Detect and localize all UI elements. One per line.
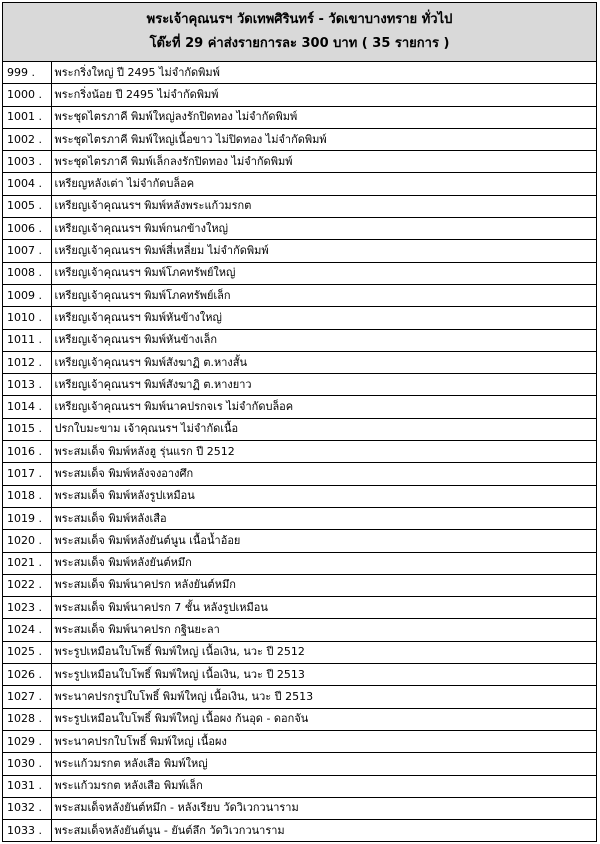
table-row <box>3 597 596 619</box>
item-description: พระสมเด็จ พิมพ์หลังจงอางศึก <box>51 463 596 485</box>
item-number: 1011 . <box>3 329 51 351</box>
item-number: 1010 . <box>3 307 51 329</box>
item-description: พระสมเด็จหลังยันต์นูน - ยันต์ลึก วัดวิเวกวนาราม <box>54 823 285 837</box>
table-row <box>3 218 596 240</box>
item-description: เหรียญเจ้าคุณนรฯ พิมพ์หลังพระแก้วมรกต <box>51 195 596 217</box>
item-description: เหรียญเจ้าคุณนรฯ พิมพ์โภคทรัพย์เล็ก <box>51 284 596 306</box>
item-number: 1014 . <box>3 396 51 418</box>
item-number: 1023 . <box>3 597 51 619</box>
item-number: 1026 . <box>3 664 51 686</box>
item-number: 1013 . <box>3 374 51 396</box>
item-number: 1017 . <box>3 463 51 485</box>
table-row <box>3 507 596 529</box>
item-description: พระชุดไตรภาคี พิมพ์ใหญ่ลงรักปิดทอง ไม่จำกัดพิมพ์ <box>51 106 596 128</box>
item-description: พระรูปเหมือนใบโพธิ์ พิมพ์ใหญ่ เนื้อเงิน, นวะ ปี 2512 <box>51 641 596 663</box>
table-row <box>3 329 596 351</box>
table-row <box>3 441 596 463</box>
item-description: พระกริ่งใหญ่ ปี 2495 ไม่จำกัดพิมพ์ <box>51 62 596 84</box>
item-number: 1008 . <box>3 262 51 284</box>
item-description: พระกริ่งน้อย ปี 2495 ไม่จำกัดพิมพ์ <box>51 84 596 106</box>
table-row <box>3 374 596 396</box>
item-description: เหรียญเจ้าคุณนรฯ พิมพ์กนกข้างใหญ่ <box>51 218 596 240</box>
item-description: พระแก้วมรกต หลังเสือ พิมพ์เล็ก <box>51 775 596 797</box>
table-row <box>3 708 596 730</box>
page-subtitle: โต๊ะที่ 29 ค่าส่งรายการละ 300 บาท ( 35 รายการ ) <box>149 36 450 51</box>
item-description: เหรียญเจ้าคุณนรฯ พิมพ์โภคทรัพย์ใหญ่ <box>51 262 596 284</box>
item-number: 1020 . <box>3 530 51 552</box>
item-description: เหรียญหลังเต่า ไม่จำกัดบล็อค <box>51 173 596 195</box>
table-row <box>3 574 596 596</box>
table-row <box>3 530 596 552</box>
table-row <box>3 307 596 329</box>
table-row <box>3 552 596 574</box>
item-description: พระแก้วมรกต หลังเสือ พิมพ์ใหญ่ <box>51 753 596 775</box>
item-description: พระชุดไตรภาคี พิมพ์เล็กลงรักปิดทอง ไม่จำกัดพิมพ์ <box>51 151 596 173</box>
page-title: พระเจ้าคุณนรฯ วัดเทพศิรินทร์ - วัดเขาบางทราย ทั่วไป <box>146 12 453 27</box>
item-number: 1030 . <box>3 753 51 775</box>
item-number: 1024 . <box>3 619 51 641</box>
table-row <box>3 485 596 507</box>
table-row <box>3 351 596 373</box>
table-row <box>3 106 596 128</box>
auction-list-document <box>2 2 597 842</box>
item-description: เหรียญเจ้าคุณนรฯ พิมพ์หันข้างใหญ่ <box>51 307 596 329</box>
item-number: 1022 . <box>3 574 51 596</box>
table-row <box>3 240 596 262</box>
item-number: 1027 . <box>3 686 51 708</box>
item-description: เหรียญเจ้าคุณนรฯ พิมพ์สังฆาฏิ ต.หางยาว <box>51 374 596 396</box>
table-row <box>3 418 596 440</box>
table-row <box>3 463 596 485</box>
item-number: 1006 . <box>3 218 51 240</box>
table-row <box>3 396 596 418</box>
item-number: 1007 . <box>3 240 51 262</box>
table-row <box>3 753 596 775</box>
table-row <box>3 128 596 150</box>
item-description: พระสมเด็จหลังยันต์หมึก - หลังเรียบ วัดวิเวกวนาราม <box>51 797 596 819</box>
item-description: เหรียญเจ้าคุณนรฯ พิมพ์สี่เหลี่ยม ไม่จำกัดพิมพ์ <box>51 240 596 262</box>
table-row <box>3 686 596 708</box>
item-description: พระรูปเหมือนใบโพธิ์ พิมพ์ใหญ่ เนื้อเงิน, นวะ ปี 2513 <box>51 664 596 686</box>
item-number: 1021 . <box>3 552 51 574</box>
table-row <box>3 730 596 752</box>
item-description: พระสมเด็จ พิมพ์หลังเสือ <box>51 507 596 529</box>
item-number: 1015 . <box>3 418 51 440</box>
item-description: พระสมเด็จ พิมพ์หลังยันต์นูน เนื้อน้ำอ้อย <box>51 530 596 552</box>
item-number: 1004 . <box>3 173 51 195</box>
item-number: 1005 . <box>3 195 51 217</box>
table-row <box>3 641 596 663</box>
table-row <box>3 619 596 641</box>
item-number: 1019 . <box>3 507 51 529</box>
item-number: 1009 . <box>3 284 51 306</box>
table-row <box>3 62 596 84</box>
item-number: 1002 . <box>3 128 51 150</box>
item-description: พระรูปเหมือนใบโพธิ์ พิมพ์ใหญ่ เนื้อผง ก้นอุด - ดอกจัน <box>51 708 596 730</box>
item-number: 1025 . <box>3 641 51 663</box>
item-number: 1003 . <box>3 151 51 173</box>
table-row <box>3 173 596 195</box>
item-number: 999 . <box>3 62 51 84</box>
item-description: เหรียญเจ้าคุณนรฯ พิมพ์หันข้างเล็ก <box>51 329 596 351</box>
item-number: 1031 . <box>3 775 51 797</box>
table-row <box>3 775 596 797</box>
item-number: 1016 . <box>3 441 51 463</box>
item-number: 1018 . <box>3 485 51 507</box>
items-table <box>3 62 596 841</box>
item-description: พระสมเด็จ พิมพ์นาคปรก หลังยันต์หมึก <box>51 574 596 596</box>
item-description: พระสมเด็จ พิมพ์นาคปรก กฐินยะลา <box>51 619 596 641</box>
table-row <box>3 262 596 284</box>
item-number: 1028 . <box>3 708 51 730</box>
item-number: 1012 . <box>3 351 51 373</box>
table-row <box>3 151 596 173</box>
item-description: พระนาคปรกใบโพธิ์ พิมพ์ใหญ่ เนื้อผง <box>51 730 596 752</box>
item-description: พระสมเด็จ พิมพ์หลังยันต์หมึก <box>51 552 596 574</box>
table-row <box>3 820 596 842</box>
item-number: 1029 . <box>3 730 51 752</box>
item-number: 1033 . <box>3 820 51 842</box>
table-row <box>3 84 596 106</box>
list-header <box>3 3 596 62</box>
item-number: 1032 . <box>3 797 51 819</box>
item-description: พระสมเด็จ พิมพ์นาคปรก 7 ชั้น หลังรูปเหมือน <box>51 597 596 619</box>
table-row <box>3 664 596 686</box>
item-description: เหรียญเจ้าคุณนรฯ พิมพ์นาคปรกจเร ไม่จำกัดบล็อค <box>51 396 596 418</box>
item-number: 1001 . <box>3 106 51 128</box>
item-description: พระสมเด็จ พิมพ์หลังฮู รุ่นแรก ปี 2512 <box>51 441 596 463</box>
table-row <box>3 797 596 819</box>
item-description: พระชุดไตรภาคี พิมพ์ใหญ่เนื้อขาว ไม่ปิดทอง ไม่จำกัดพิมพ์ <box>51 128 596 150</box>
item-description: พระนาคปรกรูปใบโพธิ์ พิมพ์ใหญ่ เนื้อเงิน, นวะ ปี 2513 <box>51 686 596 708</box>
item-description: ปรกใบมะขาม เจ้าคุณนรฯ ไม่จำกัดเนื้อ <box>51 418 596 440</box>
item-description: พระสมเด็จ พิมพ์หลังรูปเหมือน <box>51 485 596 507</box>
table-row <box>3 284 596 306</box>
item-description: เหรียญเจ้าคุณนรฯ พิมพ์สังฆาฏิ ต.หางสั้น <box>51 351 596 373</box>
table-row <box>3 195 596 217</box>
item-number: 1000 . <box>3 84 51 106</box>
